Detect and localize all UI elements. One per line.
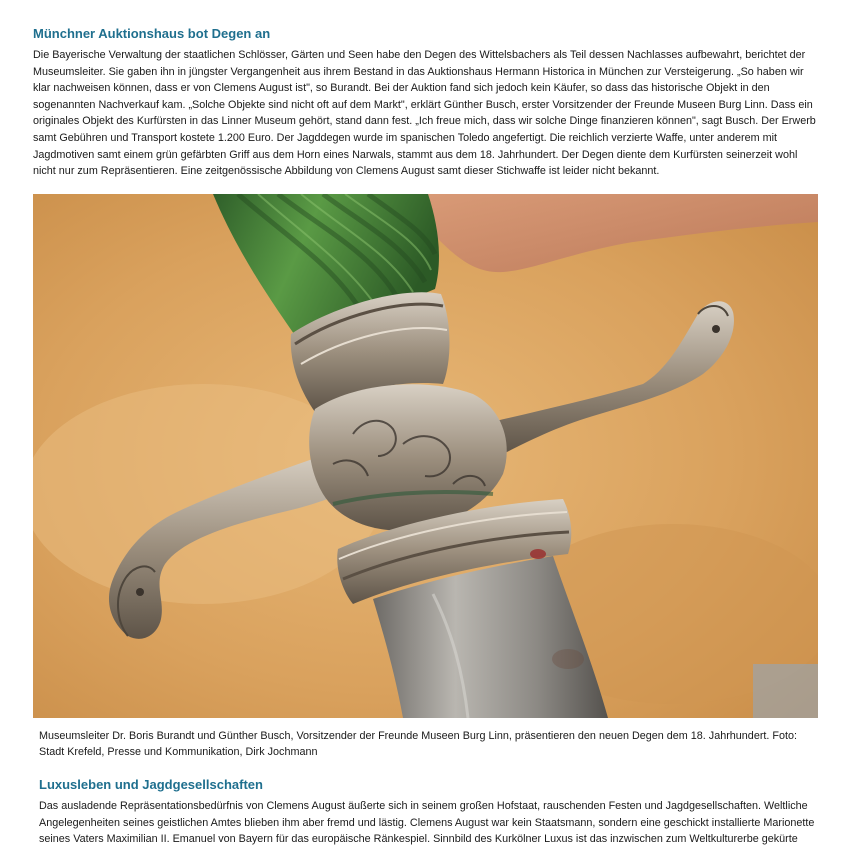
photo-caption: Museumsleiter Dr. Boris Burandt und Günther Busch, Vorsitzender der Freunde Museen Burg Linn, präsentieren den neuen Degen dem 18. Jahrhundert. Foto: Stadt Krefeld, Presse und Kommunikation, Dirk Jochmann — [39, 729, 798, 759]
section-heading-auction: Münchner Auktionshaus bot Degen an — [33, 26, 271, 41]
paragraph-luxury: Das ausladende Repräsentationsbedürfnis von Clemens August äußerte sich in seinem großen Hofstaat, rauschenden Festen und Jagdgesellschaften. Weltliche Angelegenheiten seines geistlichen Amtes blieben ihm aber fremd und lästig. Clemens August war kein Staatsmann, sondern eine geschickt installierte Marionette seines Vaters Maximilian II. Emanuel von Bayern für das europäische Ränkespiel. Sinnbild des Kurkölner Luxus ist das inzwischen zum Weltkulturerbe gekürte — [39, 799, 815, 846]
article-photo — [33, 194, 818, 718]
sword-hilt-photo — [33, 194, 818, 718]
article — [33, 0, 818, 848]
paragraph-auction: Die Bayerische Verwaltung der staatlichen Schlösser, Gärten und Seen habe den Degen des Wittelsbachers als Teil dessen Nachlasses aufbewahrt, berichtet der Museumsleiter. Sie gaben ihn in jüngster Vergangenheit aus ihrem Bestand in das Auktionshaus Hermann Historica in München zur Versteigerung. „So haben wir klar nachweisen können, dass er von Clemens August ist", so Burandt. Bei der Auktion fand sich jedoch kein Käufer, so dass das historische Objekt in den sogenannten Nachverkauf kam. „Solche Objekte sind nicht oft auf dem Markt", erklärt Günther Busch, erster Vorsitzender der Freunde Museen Burg Linn. Dass ein originales Objekt des Kurfürsten in das Linner Museum gehört, stand dann fest. „Ich freue mich, dass wir solche Dinge finanzieren können", sagt Busch. Der Erwerb samt Gebühren und Transport kostete 1.200 Euro. Der Jagddegen wurde im spanischen Toledo angefertigt. Die reichlich verzierte Waffe, unter anderem mit Jagdmotiven samt einem grün gefärbten Griff aus dem Horn eines Narwals, stammt aus dem 18. Jahrhundert. Der Degen diente dem Kurfürsten seinerzeit wohl nicht nur zum Repräsentieren. Eine zeitgenössische Abbildung von Clemens August samt dieser Stichwaffe ist leider nicht bekannt. — [33, 49, 816, 178]
section-heading-luxury: Luxusleben und Jagdgesellschaften — [39, 776, 263, 792]
